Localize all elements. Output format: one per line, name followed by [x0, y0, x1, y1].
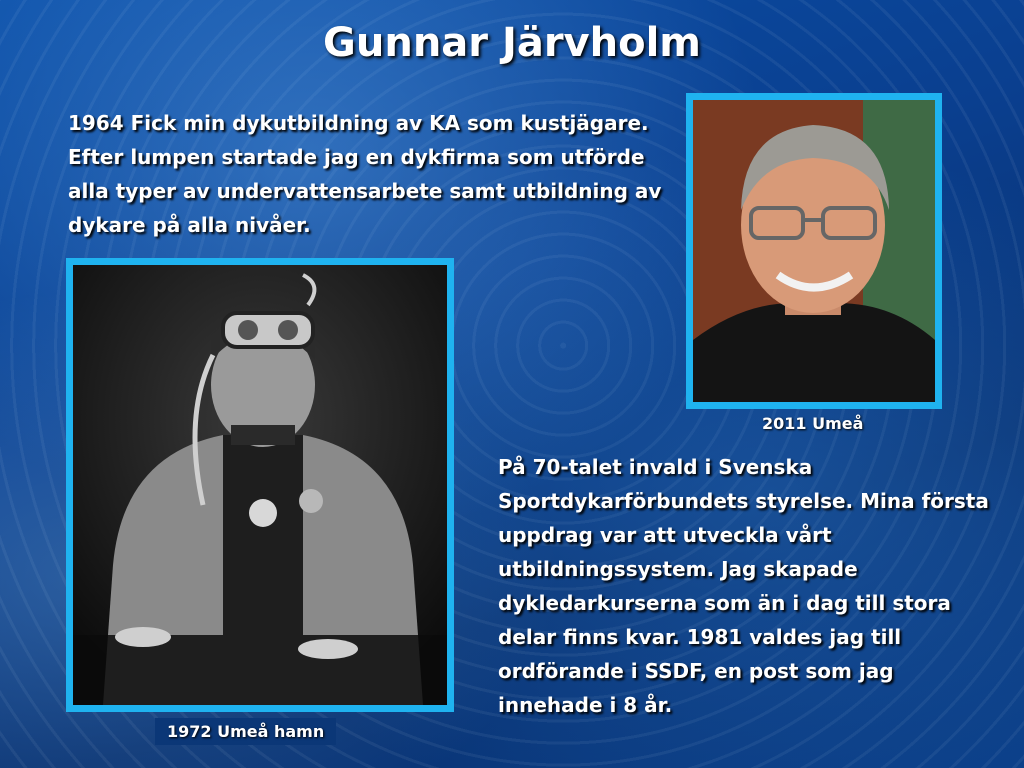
intro-paragraph: 1964 Fick min dykutbildning av KA som kustjägare. Efter lumpen startade jag en dykfirma som utförde alla typer av undervattensarbete samt utbildning av dykare på alla nivåer.: [68, 111, 662, 237]
diver-photo: [66, 258, 454, 712]
portrait-photo-illustration: [693, 100, 935, 402]
portrait-photo: [686, 93, 942, 409]
story-paragraph: På 70-talet invald i Svenska Sportdykarförbundets styrelse. Mina första uppdrag var att utveckla vårt utbildningssystem. Jag skapade dykledarkurserna som än i dag till stora delar finns kvar. 1981 valdes jag till ordförande i SSDF, en post som jag innehade i 8 år.: [498, 455, 989, 717]
slide-title: Gunnar Järvholm: [323, 20, 701, 66]
portrait-photo-caption: 2011 Umeå: [762, 414, 864, 433]
diver-photo-caption: 1972 Umeå hamn: [155, 718, 336, 745]
diver-photo-illustration: [73, 265, 447, 705]
